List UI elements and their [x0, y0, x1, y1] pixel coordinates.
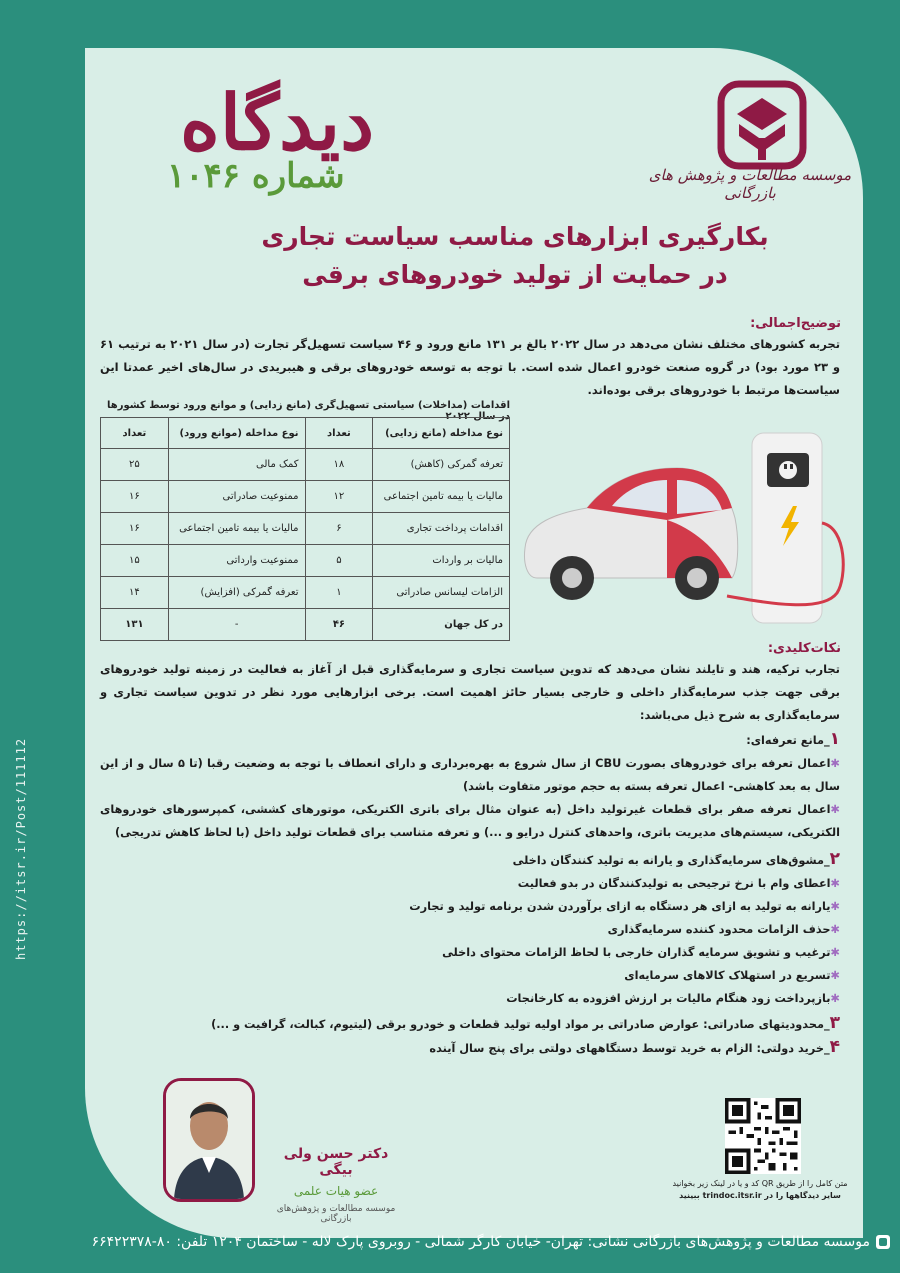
section-4-number: ۴ — [829, 1037, 840, 1057]
bullet-item — [100, 964, 840, 987]
section-1-number: ۱ — [829, 729, 840, 749]
table-row — [101, 545, 510, 577]
main-title — [225, 218, 805, 294]
institute-logo-icon — [717, 80, 807, 170]
star-bullet-icon: ✱ — [830, 900, 840, 913]
bullet-text: ترغیب و تشویق سرمایه گذاران خارجی با لحاظ الزامات محتوای داخلی — [442, 946, 831, 959]
table-cell: ۱۶ — [101, 481, 169, 513]
bullet-text: اعمال تعرفه برای خودروهای بصورت CBU از سال شروع به بهره‌برداری و دارای انعطاف با توجه به وضعیت رقبا (تا ۵ سال و از این سال به بعد کاهشی- اعمال تعرفه بسته به حجم موتور متفاوت باشد) — [100, 757, 840, 793]
table-cell: الزامات لیسانس صادراتی — [373, 577, 510, 609]
bullet-text: حذف الزامات محدود کننده سرمایه‌گذاری — [607, 923, 831, 936]
table-header-row — [101, 418, 510, 449]
qr-caption — [670, 1178, 850, 1202]
bullet-item — [100, 798, 840, 844]
bullet-text: یارانه به تولید به ازای هر دستگاه به ازای برآوردن شدن برنامه تولید و تجارت — [409, 900, 831, 913]
bullet-text: اعمال تعرفه صفر برای قطعات غیرتولید داخل (به عنوان مثال برای باتری الکتریکی، موتورهای کششی، کمپرسورهای خودروهای الکتریکی، سیستم‌های مدیریت باتری، واحدهای کنترل درایو و ...) و تعرفه متناسب برای قطعات تولید داخل (با لحاظ کاهش تدریجی) — [100, 803, 840, 839]
section-2-number: ۲ — [829, 849, 840, 869]
table-row — [101, 513, 510, 545]
qr-code-icon[interactable] — [725, 1098, 801, 1174]
bullet-text: تسریع در استهلاک کالاهای سرمایه‌ای — [624, 969, 831, 982]
key-points-heading: نکات‌کلیدی: — [767, 641, 841, 656]
author-avatar-icon — [166, 1081, 252, 1199]
poster-card — [85, 48, 863, 1238]
table-cell: تعرفه گمرکی (افزایش) — [168, 577, 305, 609]
bullet-item — [100, 918, 840, 941]
bullet-text: اعطای وام با نرخ ترجیحی به تولیدکنندگان در بدو فعالیت — [517, 877, 831, 890]
table-cell: ممنوعیت وارداتی — [168, 545, 305, 577]
star-bullet-icon: ✱ — [830, 923, 840, 936]
section-2-label: _مشوق‌های سرمایه‌گذاری و یارانه به تولید کنندگان داخلی — [512, 854, 830, 867]
table-cell: اقدامات پرداخت تجاری — [373, 513, 510, 545]
table-cell: ۱۸ — [305, 449, 373, 481]
star-bullet-icon: ✱ — [830, 992, 840, 1005]
table-header: تعداد — [305, 418, 373, 449]
magazine-title: دیدگاه — [180, 78, 375, 167]
star-bullet-icon: ✱ — [830, 946, 840, 959]
table-cell: مالیات یا بیمه تامین اجتماعی — [168, 513, 305, 545]
table-cell: - — [168, 609, 305, 641]
table-cell: ۱۵ — [101, 545, 169, 577]
side-url: https://itsr.ir/Post/111112 — [14, 737, 28, 960]
section-4 — [100, 1036, 840, 1060]
section-3 — [100, 1012, 840, 1036]
table-row — [101, 577, 510, 609]
institute-name: موسسه مطالعات و پژوهش های بازرگانی — [648, 166, 852, 202]
table-cell: ۱۶ — [101, 513, 169, 545]
footer-bar — [10, 1234, 890, 1260]
table-header: نوع مداخله (مانع زدایی) — [373, 418, 510, 449]
table-cell: ۵ — [305, 545, 373, 577]
table-cell: در کل جهان — [373, 609, 510, 641]
section-3-number: ۳ — [829, 1013, 840, 1033]
bullet-item — [100, 987, 840, 1010]
star-bullet-icon: ✱ — [830, 969, 840, 982]
section-1-label: _مانع تعرفه‌ای: — [746, 734, 830, 747]
key-points-intro: تجارب ترکیه، هند و تایلند نشان می‌دهد که تدوین سیاست تجاری و سرمایه‌گذاری قبل از آغاز به فعالیت در زمینه تولید خودروهای برقی جهت جذب سرمایه‌گذار داخلی و خارجی بسیار حائز اهمیت است. برخی ابزارهایی مورد نظر در تدوین سیاست تجاری و سرمایه‌گذاری به شرح ذیل می‌باشد: — [100, 662, 840, 722]
main-title-line2: در حمایت از تولید خودروهای برقی — [302, 260, 728, 289]
summary-heading: توضیح‌اجمالی: — [750, 316, 841, 331]
table-cell: ۴۶ — [305, 609, 373, 641]
footer-logo-icon — [876, 1235, 890, 1249]
table-cell: ۱۴ — [101, 577, 169, 609]
bullet-text: بازپرداخت زود هنگام مالیات بر ارزش افزوده به کارخانجات — [506, 992, 831, 1005]
summary-text: تجربه کشورهای مختلف نشان می‌دهد در سال ۲۰۲۲ بالغ بر ۱۳۱ مانع ورود و ۴۶ سیاست تسهیل‌گر تجارت (در سال ۲۰۲۱ به ترتیب ۶۱ و ۲۳ مورد بود) در گروه صنعت خودرو اعمال شده است. با توجه به توسعه خودروهای برقی و هیبریدی در سال‌های اخیر عمدتا این سیاست‌ها مرتبط با خودروهای برقی بوده‌اند. — [100, 337, 841, 397]
main-title-line1: بکارگیری ابزارهای مناسب سیاست تجاری — [261, 222, 769, 251]
author-org: موسسه مطالعات و پژوهش‌های بازرگانی — [276, 1204, 396, 1224]
section-2-title — [100, 848, 840, 872]
bullet-item — [100, 872, 840, 895]
table-row — [101, 481, 510, 513]
footer-text: موسسه مطالعات و پژوهش‌های بازرگانی نشانی: تهران- خیابان کارگر شمالی - روبروی پارک لاله - ساختمان ۱۲۰۴ تلفن: ۸۰-۶۶۴۲۲۳۷۸ — [91, 1234, 870, 1250]
table-cell: ممنوعیت صادراتی — [168, 481, 305, 513]
star-bullet-icon: ✱ — [830, 757, 840, 770]
qr-caption-line2: سایر دیدگاهها را در trindoc.itsr.ir ببینید — [679, 1191, 841, 1200]
electric-car-charger-illustration — [517, 428, 857, 628]
table-cell: ۱۳۱ — [101, 609, 169, 641]
table-header: تعداد — [101, 418, 169, 449]
table-cell: ۱ — [305, 577, 373, 609]
issue-number: شماره ۱۰۴۶ — [167, 156, 345, 196]
table-cell: ۲۵ — [101, 449, 169, 481]
author-block — [271, 1146, 401, 1224]
table-total-row — [101, 609, 510, 641]
bullet-item — [100, 941, 840, 964]
table-cell: تعرفه گمرکی (کاهش) — [373, 449, 510, 481]
qr-caption-line1: متن کامل را از طریق QR کد و یا در لینک زیر بخوانید — [672, 1179, 848, 1188]
star-bullet-icon: ✱ — [830, 803, 840, 816]
table-cell: مالیات یا بیمه تامین اجتماعی — [373, 481, 510, 513]
section-1-title — [100, 728, 840, 752]
table-cell: مالیات بر واردات — [373, 545, 510, 577]
author-role: عضو هیات علمی — [293, 1184, 379, 1198]
table-cell: کمک مالی — [168, 449, 305, 481]
table-caption: اقدامات (مداخلات) سیاستی تسهیل‌گری (مانع زدایی) و موانع ورود توسط کشورها در سال ۲۰۲۲ — [107, 400, 510, 422]
table-header: نوع مداخله (موانع ورود) — [168, 418, 305, 449]
table-row — [101, 449, 510, 481]
section-3-text: _محدودیتهای صادراتی: عوارض صادراتی بر مواد اولیه تولید قطعات و خودرو برقی (لیتیوم، کبالت، گرافیت و ...) — [211, 1018, 830, 1031]
author-name: دکتر حسن ولی بیگی — [283, 1146, 389, 1178]
star-bullet-icon: ✱ — [830, 877, 840, 890]
table-cell: ۱۲ — [305, 481, 373, 513]
section-4-text: _خرید دولتی: الزام به خرید توسط دستگاههای دولتی برای پنج سال آینده — [429, 1042, 830, 1055]
table-cell: ۶ — [305, 513, 373, 545]
bullet-item — [100, 895, 840, 918]
section-1 — [100, 728, 840, 1060]
policy-table — [100, 417, 510, 641]
author-photo — [163, 1078, 255, 1202]
bullet-item — [100, 752, 840, 798]
